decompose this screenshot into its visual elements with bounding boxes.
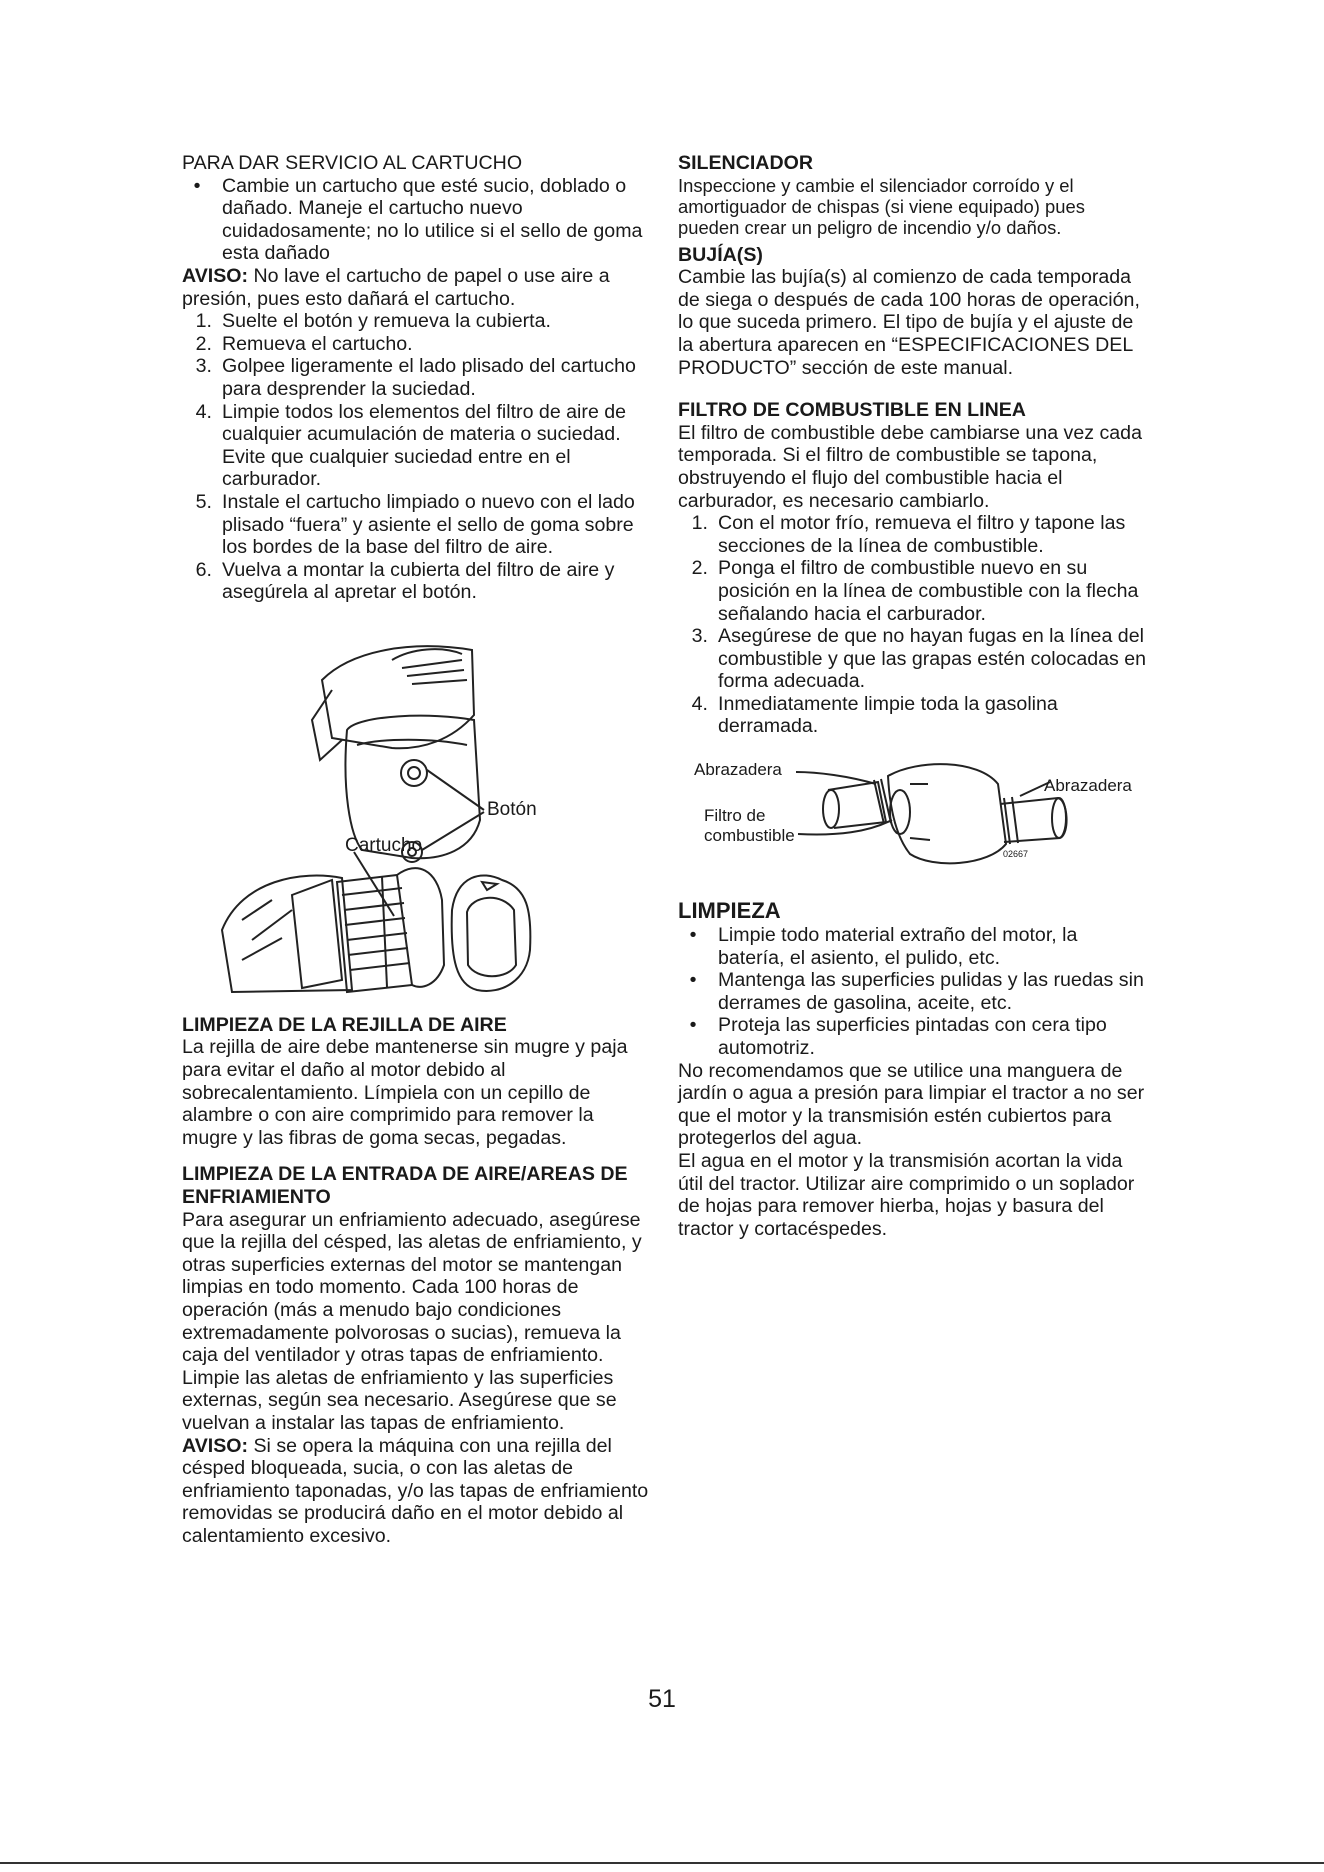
step-number: 6. (195, 558, 212, 581)
spark-plug-text: Cambie las bujía(s) al comienzo de cada temporada de siega o después de cada 100 horas de operación, lo que suceda primero. El tipo de bujía y el ajuste de la abertura aparecen en “ESPECIFICACIONES DEL PRODUCTO” sección de este manual. (678, 266, 1140, 379)
list-item (182, 491, 650, 559)
aviso-label: AVISO: (182, 264, 249, 287)
spark-plug-heading: BUJÍA(S) (678, 243, 763, 266)
bullet-icon: • (689, 1014, 697, 1037)
list-item (182, 401, 650, 491)
air-filter-drawing (182, 620, 650, 1004)
step-text: Limpie todos los elementos del filtro de aire de cualquier acumulación de materia o suciedad. Evite que cualquier suciedad entre en el carburador. (222, 400, 627, 491)
step-number: 3. (691, 625, 708, 648)
step-number: 2. (195, 332, 212, 355)
page-edge-divider (0, 1862, 1324, 1864)
bullet-text: Proteja las superficies pintadas con cera tipo automotriz. (718, 1014, 1107, 1060)
step-number: 1. (691, 512, 708, 535)
muffler-heading: SILENCIADOR (678, 152, 813, 174)
list-item (678, 557, 1148, 625)
right-column (678, 152, 1148, 1240)
list-item (182, 559, 650, 604)
step-number: 4. (691, 692, 708, 715)
grille-heading: LIMPIEZA DE LA REJILLA DE AIRE (182, 1013, 507, 1036)
fuel-filter-text: El filtro de combustible debe cambiarse una vez cada temporada. Si el filtro de combustible se tapona, obstruyendo el flujo del combustible hacia el carburador, es necesario cambiarlo. (678, 421, 1142, 512)
step-text: Golpee ligeramente el lado plisado del cartucho para desprender la suciedad. (222, 355, 636, 400)
cartridge-label: Cartucho (345, 834, 423, 856)
list-item (678, 693, 1148, 738)
list-item (182, 310, 650, 333)
step-text: Ponga el filtro de combustible nuevo en su posición en la línea de combustible con la flecha señalando hacia el carburador. (718, 557, 1139, 625)
air-filter-figure (182, 620, 650, 1004)
aviso-text: Si se opera la máquina con una rejilla del césped bloqueada, sucia, o con las aletas de enfriamiento taponadas, y/o las tapas de enfriamiento removidas se producirá daño en el motor debido al calentamiento excesivo. (182, 1434, 649, 1547)
list-item (182, 333, 650, 356)
cleaning-heading: LIMPIEZA (678, 898, 781, 924)
step-number: 1. (195, 310, 212, 333)
grille-text: La rejilla de aire debe mantenerse sin mugre y paja para evitar el daño al motor debido al sobrecalentamiento. Límpiela con un cepillo de alambre o con aire comprimido para remover la mugre y las fibras de goma secas, pegadas. (182, 1036, 628, 1149)
fuel-filter-figure (678, 754, 1148, 884)
step-text: Inmediatamente limpie toda la gasolina derramada. (718, 692, 1058, 738)
step-text: Suelte el botón y remueva la cubierta. (222, 310, 551, 333)
step-number: 5. (195, 490, 212, 513)
bullet-icon: • (689, 969, 697, 992)
cartridge-bullet-text: Cambie un cartucho que esté sucio, doblado o dañado. Maneje el cartucho nuevo cuidadosamente; no lo utilice si el sello de goma esta dañado (222, 174, 643, 265)
button-label: Botón (487, 798, 537, 820)
aviso-label: AVISO: (182, 1434, 249, 1457)
bullet-icon: • (193, 174, 201, 197)
step-number: 3. (195, 355, 212, 378)
list-item (678, 969, 1148, 1014)
fuel-filter-label-line2: combustible (704, 826, 795, 846)
step-text: Instale el cartucho limpiado o nuevo con el lado plisado “fuera” y asiente el sello de goma sobre los bordes de la base del filtro de aire. (222, 490, 635, 559)
step-text: Con el motor frío, remueva el filtro y tapone las secciones de la línea de combustible. (718, 512, 1126, 557)
step-number: 2. (691, 557, 708, 580)
intake-heading: LIMPIEZA DE LA ENTRADA DE AIRE/AREAS DE ENFRIAMIENTO (182, 1163, 628, 1209)
bullet-icon: • (689, 924, 697, 947)
step-text: Vuelva a montar la cubierta del filtro de aire y asegúrela al apretar el botón. (222, 558, 615, 604)
bullet-text: Limpie todo material extraño del motor, la batería, el asiento, el pulido, etc. (718, 924, 1078, 969)
cleaning-text: El agua en el motor y la transmisión acortan la vida útil del tractor. Utilizar aire comprimido o un soplador de hojas para remover hierba, hojas y basura del tractor y cortacéspedes. (678, 1150, 1135, 1240)
cartridge-service-heading: PARA DAR SERVICIO AL CARTUCHO (182, 152, 523, 174)
step-text: Remueva el cartucho. (222, 332, 413, 355)
list-item (678, 1014, 1148, 1059)
aviso-paragraph (182, 1435, 650, 1548)
intake-text: Para asegurar un enfriamiento adecuado, asegúrese que la rejilla del césped, las aletas de enfriamiento, y otras superficies externas del motor se mantengan limpias en todo momento. Cada 100 horas de operación (más a menudo bajo condiciones extremadamente polvorosas o sucias), remueva la caja del ventilador y otras tapas de enfriamiento. Limpie las aletas de enfriamiento y las superficies externas, según sea necesario. Asegúrese que se vuelvan a instalar las tapas de enfriamiento. (182, 1208, 642, 1434)
list-item (678, 625, 1148, 693)
cleaning-text: No recomendamos que se utilice una manguera de jardín o agua a presión para limpiar el tractor a no ser que el motor y la transmisión estén cubiertos para protegerlos del agua. (678, 1059, 1145, 1150)
aviso-paragraph (182, 265, 650, 310)
muffler-text: Inspeccione y cambie el silenciador corroído y el amortiguador de chispas (si viene equipado) pues pueden crear un peligro de incendio y/o daños. (678, 174, 1085, 238)
page-number: 51 (648, 1685, 676, 1713)
list-item (182, 175, 650, 265)
fuel-filter-label-line1: Filtro de (704, 806, 766, 826)
figure-code: 02667 (1003, 849, 1029, 860)
aviso-text: No lave el cartucho de papel o use aire a presión, pues esto dañará el cartucho. (182, 264, 610, 310)
list-item (678, 924, 1148, 969)
list-item (182, 355, 650, 400)
fuel-filter-heading: FILTRO DE COMBUSTIBLE EN LINEA (678, 399, 1026, 422)
step-text: Asegúrese de que no hayan fugas en la línea del combustible y que las grapas estén colocadas en forma adecuada. (718, 625, 1147, 693)
clamp-label-left: Abrazadera (694, 760, 782, 780)
left-column (182, 152, 650, 1548)
list-item (678, 512, 1148, 557)
clamp-label-right: Abrazadera (1044, 776, 1132, 796)
step-number: 4. (195, 400, 212, 423)
bullet-text: Mantenga las superficies pulidas y las ruedas sin derrames de gasolina, aceite, etc. (718, 969, 1144, 1014)
